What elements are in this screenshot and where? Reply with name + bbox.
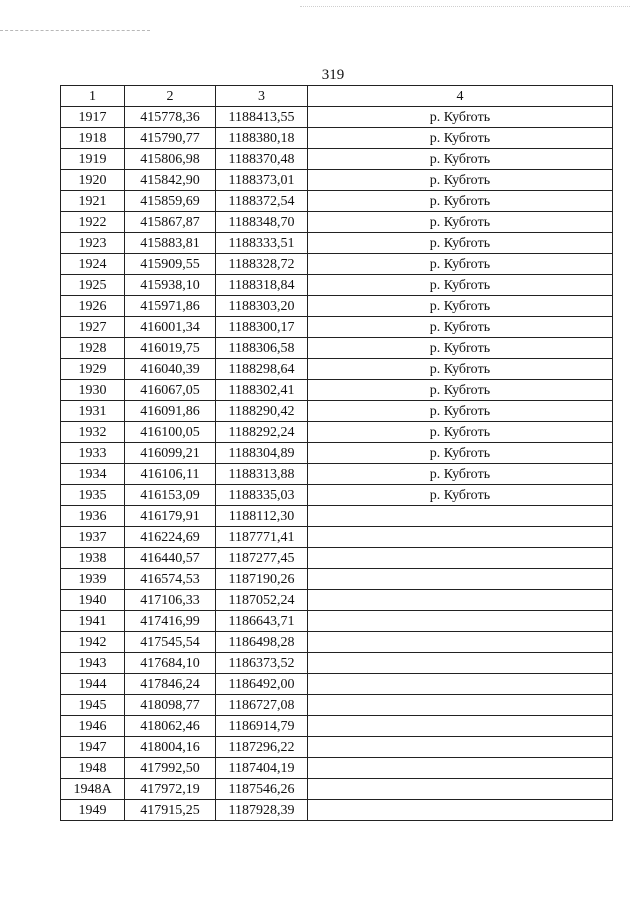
table-row bbox=[61, 653, 613, 674]
table-row bbox=[61, 128, 613, 149]
cell-description: р. Кубroть bbox=[308, 443, 613, 464]
table-row bbox=[61, 317, 613, 338]
table-row bbox=[61, 527, 613, 548]
cell-y-coordinate: 1188306,58 bbox=[216, 338, 308, 359]
cell-point-number: 1926 bbox=[61, 296, 125, 317]
cell-point-number: 1931 bbox=[61, 401, 125, 422]
cell-x-coordinate: 415842,90 bbox=[125, 170, 216, 191]
cell-y-coordinate: 1186914,79 bbox=[216, 716, 308, 737]
table-row bbox=[61, 338, 613, 359]
cell-x-coordinate: 415806,98 bbox=[125, 149, 216, 170]
cell-y-coordinate: 1188318,84 bbox=[216, 275, 308, 296]
cell-y-coordinate: 1188333,51 bbox=[216, 233, 308, 254]
cell-point-number: 1929 bbox=[61, 359, 125, 380]
cell-y-coordinate: 1188372,54 bbox=[216, 191, 308, 212]
cell-y-coordinate: 1187052,24 bbox=[216, 590, 308, 611]
cell-description bbox=[308, 569, 613, 590]
cell-x-coordinate: 415909,55 bbox=[125, 254, 216, 275]
table-row bbox=[61, 548, 613, 569]
cell-y-coordinate: 1188373,01 bbox=[216, 170, 308, 191]
cell-description bbox=[308, 800, 613, 821]
cell-point-number: 1948А bbox=[61, 779, 125, 800]
cell-x-coordinate: 416106,11 bbox=[125, 464, 216, 485]
cell-x-coordinate: 416091,86 bbox=[125, 401, 216, 422]
table-row bbox=[61, 401, 613, 422]
cell-x-coordinate: 417846,24 bbox=[125, 674, 216, 695]
table-row bbox=[61, 443, 613, 464]
cell-description bbox=[308, 716, 613, 737]
cell-x-coordinate: 416440,57 bbox=[125, 548, 216, 569]
cell-description: р. Кубroть bbox=[308, 380, 613, 401]
cell-y-coordinate: 1188300,17 bbox=[216, 317, 308, 338]
cell-y-coordinate: 1187928,39 bbox=[216, 800, 308, 821]
cell-description: р. Кубroть bbox=[308, 296, 613, 317]
cell-y-coordinate: 1188370,48 bbox=[216, 149, 308, 170]
table-row bbox=[61, 464, 613, 485]
cell-x-coordinate: 416153,09 bbox=[125, 485, 216, 506]
table-row bbox=[61, 632, 613, 653]
cell-x-coordinate: 416067,05 bbox=[125, 380, 216, 401]
cell-description bbox=[308, 548, 613, 569]
table-header-row bbox=[61, 86, 613, 107]
cell-y-coordinate: 1186643,71 bbox=[216, 611, 308, 632]
cell-description: р. Кубroть bbox=[308, 338, 613, 359]
cell-description: р. Кубroть bbox=[308, 191, 613, 212]
table-row bbox=[61, 737, 613, 758]
table-row bbox=[61, 149, 613, 170]
cell-x-coordinate: 415883,81 bbox=[125, 233, 216, 254]
cell-point-number: 1944 bbox=[61, 674, 125, 695]
cell-x-coordinate: 417106,33 bbox=[125, 590, 216, 611]
cell-description: р. Кубroть bbox=[308, 401, 613, 422]
cell-description: р. Кубroть bbox=[308, 275, 613, 296]
cell-x-coordinate: 415938,10 bbox=[125, 275, 216, 296]
cell-y-coordinate: 1187296,22 bbox=[216, 737, 308, 758]
table-row bbox=[61, 590, 613, 611]
cell-x-coordinate: 416099,21 bbox=[125, 443, 216, 464]
table-row bbox=[61, 506, 613, 527]
cell-y-coordinate: 1186498,28 bbox=[216, 632, 308, 653]
table-row bbox=[61, 695, 613, 716]
cell-point-number: 1935 bbox=[61, 485, 125, 506]
cell-point-number: 1917 bbox=[61, 107, 125, 128]
table-row bbox=[61, 233, 613, 254]
cell-x-coordinate: 417915,25 bbox=[125, 800, 216, 821]
table-row bbox=[61, 191, 613, 212]
cell-y-coordinate: 1188290,42 bbox=[216, 401, 308, 422]
cell-description: р. Кубroть bbox=[308, 149, 613, 170]
column-header-x: 2 bbox=[125, 86, 216, 107]
cell-y-coordinate: 1187546,26 bbox=[216, 779, 308, 800]
cell-description bbox=[308, 653, 613, 674]
cell-y-coordinate: 1188302,41 bbox=[216, 380, 308, 401]
cell-point-number: 1943 bbox=[61, 653, 125, 674]
cell-point-number: 1949 bbox=[61, 800, 125, 821]
cell-point-number: 1925 bbox=[61, 275, 125, 296]
cell-description: р. Кубroть bbox=[308, 422, 613, 443]
cell-x-coordinate: 418004,16 bbox=[125, 737, 216, 758]
cell-y-coordinate: 1188328,72 bbox=[216, 254, 308, 275]
cell-point-number: 1918 bbox=[61, 128, 125, 149]
cell-point-number: 1947 bbox=[61, 737, 125, 758]
cell-x-coordinate: 417684,10 bbox=[125, 653, 216, 674]
cell-description: р. Кубroть bbox=[308, 464, 613, 485]
cell-x-coordinate: 416179,91 bbox=[125, 506, 216, 527]
cell-description: р. Кубroть bbox=[308, 317, 613, 338]
table-row bbox=[61, 758, 613, 779]
cell-point-number: 1939 bbox=[61, 569, 125, 590]
table-body bbox=[61, 107, 613, 821]
coordinates-table bbox=[60, 85, 613, 821]
cell-x-coordinate: 415790,77 bbox=[125, 128, 216, 149]
table-row bbox=[61, 275, 613, 296]
cell-description: р. Кубroть bbox=[308, 359, 613, 380]
cell-point-number: 1936 bbox=[61, 506, 125, 527]
table-row bbox=[61, 107, 613, 128]
cell-x-coordinate: 415778,36 bbox=[125, 107, 216, 128]
cell-x-coordinate: 417992,50 bbox=[125, 758, 216, 779]
cell-x-coordinate: 415867,87 bbox=[125, 212, 216, 233]
cell-y-coordinate: 1186373,52 bbox=[216, 653, 308, 674]
cell-point-number: 1927 bbox=[61, 317, 125, 338]
cell-point-number: 1934 bbox=[61, 464, 125, 485]
cell-y-coordinate: 1188304,89 bbox=[216, 443, 308, 464]
cell-y-coordinate: 1188413,55 bbox=[216, 107, 308, 128]
cell-description bbox=[308, 758, 613, 779]
cell-point-number: 1933 bbox=[61, 443, 125, 464]
cell-description: р. Кубroть bbox=[308, 233, 613, 254]
cell-y-coordinate: 1188292,24 bbox=[216, 422, 308, 443]
cell-point-number: 1920 bbox=[61, 170, 125, 191]
cell-y-coordinate: 1188348,70 bbox=[216, 212, 308, 233]
cell-point-number: 1937 bbox=[61, 527, 125, 548]
table-row bbox=[61, 716, 613, 737]
cell-description: р. Кубroть bbox=[308, 212, 613, 233]
cell-point-number: 1930 bbox=[61, 380, 125, 401]
cell-x-coordinate: 417545,54 bbox=[125, 632, 216, 653]
cell-y-coordinate: 1187771,41 bbox=[216, 527, 308, 548]
cell-description bbox=[308, 611, 613, 632]
cell-point-number: 1923 bbox=[61, 233, 125, 254]
table-row bbox=[61, 359, 613, 380]
cell-description: р. Кубroть bbox=[308, 107, 613, 128]
column-header-y: 3 bbox=[216, 86, 308, 107]
cell-y-coordinate: 1186492,00 bbox=[216, 674, 308, 695]
cell-x-coordinate: 416224,69 bbox=[125, 527, 216, 548]
cell-description: р. Кубroть bbox=[308, 128, 613, 149]
cell-point-number: 1945 bbox=[61, 695, 125, 716]
cell-description: р. Кубroть bbox=[308, 170, 613, 191]
cell-point-number: 1940 bbox=[61, 590, 125, 611]
cell-point-number: 1921 bbox=[61, 191, 125, 212]
cell-description bbox=[308, 779, 613, 800]
cell-y-coordinate: 1188298,64 bbox=[216, 359, 308, 380]
table-row bbox=[61, 611, 613, 632]
cell-y-coordinate: 1188112,30 bbox=[216, 506, 308, 527]
scan-artifact-rule bbox=[300, 6, 630, 7]
cell-x-coordinate: 416040,39 bbox=[125, 359, 216, 380]
cell-x-coordinate: 417972,19 bbox=[125, 779, 216, 800]
page-number: 319 bbox=[321, 67, 345, 83]
cell-point-number: 1919 bbox=[61, 149, 125, 170]
cell-point-number: 1942 bbox=[61, 632, 125, 653]
cell-y-coordinate: 1187190,26 bbox=[216, 569, 308, 590]
table-row bbox=[61, 800, 613, 821]
table-row bbox=[61, 422, 613, 443]
cell-y-coordinate: 1186727,08 bbox=[216, 695, 308, 716]
table-row bbox=[61, 212, 613, 233]
table-row bbox=[61, 485, 613, 506]
cell-description: р. Кубroть bbox=[308, 485, 613, 506]
cell-x-coordinate: 416100,05 bbox=[125, 422, 216, 443]
table-row bbox=[61, 254, 613, 275]
table-row bbox=[61, 296, 613, 317]
column-header-number: 1 bbox=[61, 86, 125, 107]
cell-y-coordinate: 1188303,20 bbox=[216, 296, 308, 317]
cell-y-coordinate: 1187277,45 bbox=[216, 548, 308, 569]
cell-point-number: 1928 bbox=[61, 338, 125, 359]
cell-description bbox=[308, 506, 613, 527]
cell-point-number: 1938 bbox=[61, 548, 125, 569]
cell-x-coordinate: 416019,75 bbox=[125, 338, 216, 359]
cell-description bbox=[308, 737, 613, 758]
cell-x-coordinate: 418098,77 bbox=[125, 695, 216, 716]
cell-y-coordinate: 1188313,88 bbox=[216, 464, 308, 485]
table-row bbox=[61, 170, 613, 191]
column-header-description: 4 bbox=[308, 86, 613, 107]
cell-description bbox=[308, 590, 613, 611]
cell-y-coordinate: 1188380,18 bbox=[216, 128, 308, 149]
table-row bbox=[61, 380, 613, 401]
table-row bbox=[61, 779, 613, 800]
cell-point-number: 1948 bbox=[61, 758, 125, 779]
cell-description bbox=[308, 527, 613, 548]
cell-x-coordinate: 418062,46 bbox=[125, 716, 216, 737]
cell-point-number: 1932 bbox=[61, 422, 125, 443]
cell-y-coordinate: 1188335,03 bbox=[216, 485, 308, 506]
cell-point-number: 1924 bbox=[61, 254, 125, 275]
cell-point-number: 1922 bbox=[61, 212, 125, 233]
cell-description bbox=[308, 674, 613, 695]
cell-description bbox=[308, 632, 613, 653]
cell-description bbox=[308, 695, 613, 716]
cell-point-number: 1941 bbox=[61, 611, 125, 632]
cell-y-coordinate: 1187404,19 bbox=[216, 758, 308, 779]
table-row bbox=[61, 674, 613, 695]
cell-point-number: 1946 bbox=[61, 716, 125, 737]
cell-description: р. Кубroть bbox=[308, 254, 613, 275]
scan-artifact-rule bbox=[0, 30, 150, 31]
cell-x-coordinate: 417416,99 bbox=[125, 611, 216, 632]
cell-x-coordinate: 415859,69 bbox=[125, 191, 216, 212]
table-row bbox=[61, 569, 613, 590]
cell-x-coordinate: 416574,53 bbox=[125, 569, 216, 590]
cell-x-coordinate: 416001,34 bbox=[125, 317, 216, 338]
cell-x-coordinate: 415971,86 bbox=[125, 296, 216, 317]
